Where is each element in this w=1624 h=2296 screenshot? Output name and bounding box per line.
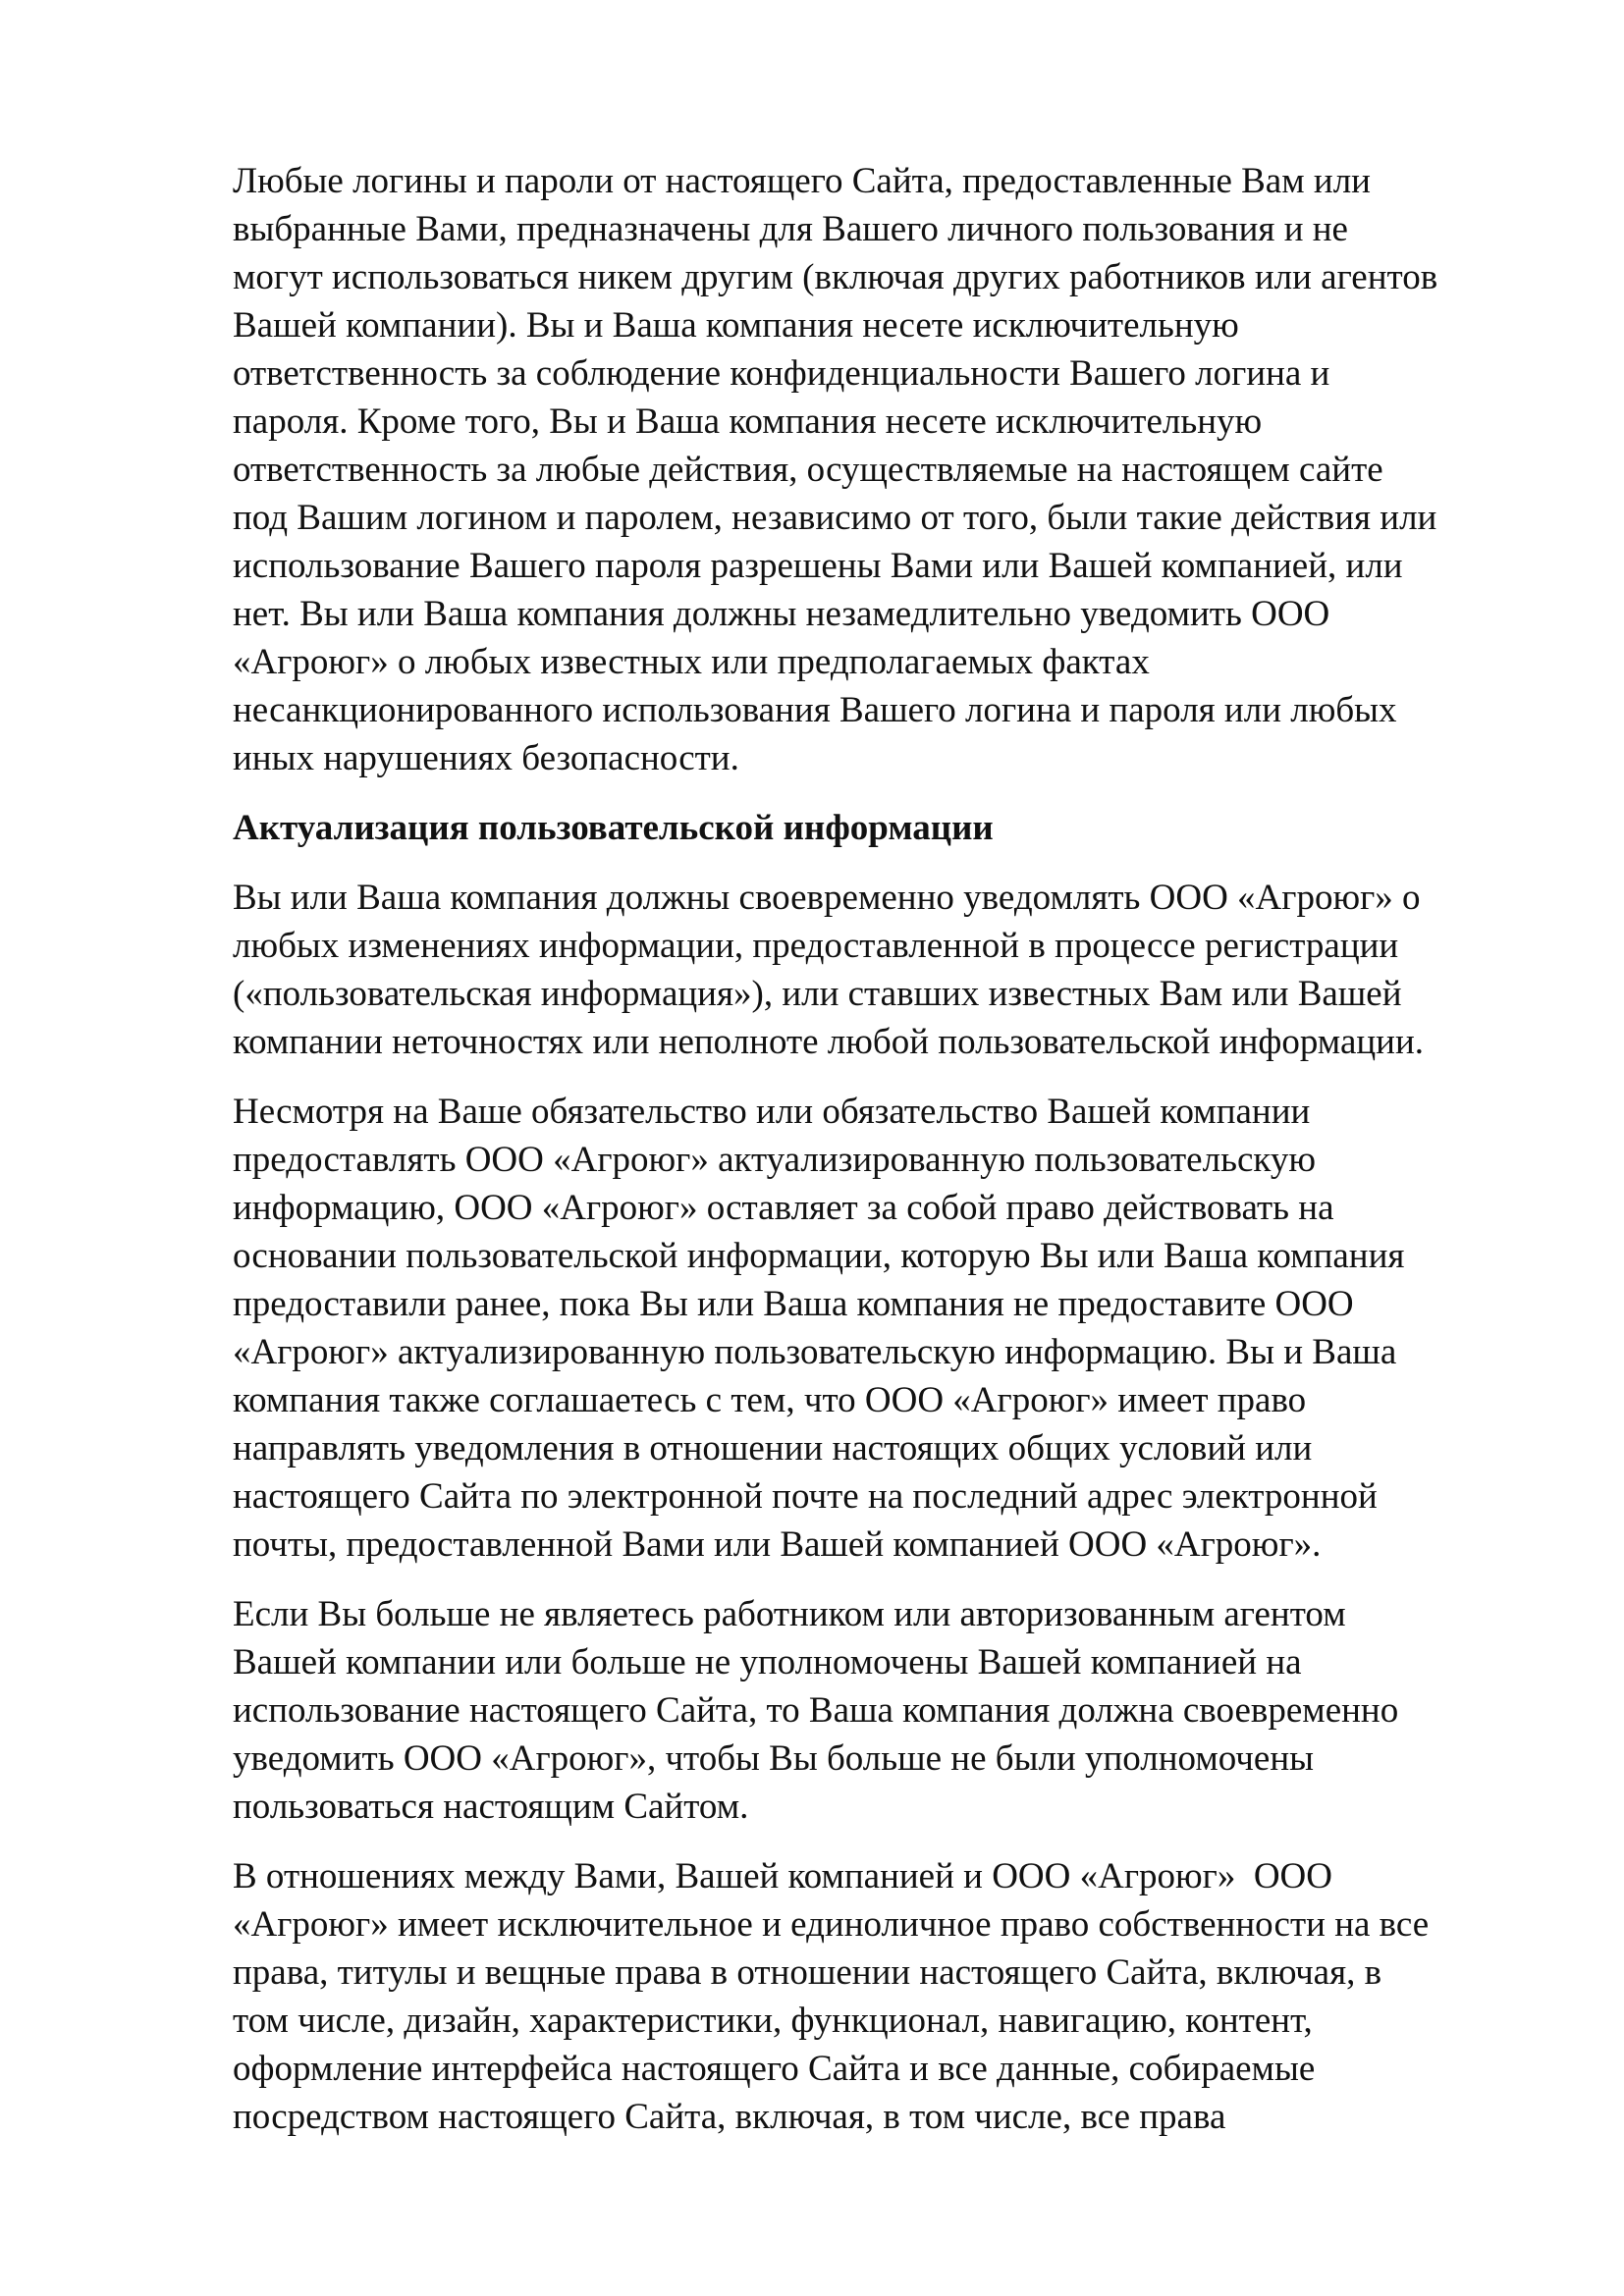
text-line: права, титулы и вещные права в отношении настоящего Сайта, включая, в: [233, 1952, 1382, 1993]
text-line: пароля. Кроме того, Вы и Ваша компания несете исключительную: [233, 401, 1263, 442]
paragraph-acting-on-user-info: [233, 1088, 1519, 1569]
text-line: предоставлять ООО «Агроюг» актуализированную пользовательскую: [233, 1140, 1316, 1180]
text-line: Вы или Ваша компания должны своевременно уведомлять ООО «Агроюг» о: [233, 878, 1421, 918]
text-line: пользоваться настоящим Сайтом.: [233, 1787, 749, 1827]
text-line: почты, предоставленной Вами или Вашей компанией ООО «Агроюг».: [233, 1524, 1322, 1565]
text-line: под Вашим логином и паролем, независимо от того, были такие действия или: [233, 498, 1437, 538]
text-line: использование Вашего пароля разрешены Вами или Вашей компанией, или: [233, 546, 1403, 586]
text-line: ответственность за соблюдение конфиденциальности Вашего логина и: [233, 353, 1330, 394]
text-line: посредством настоящего Сайта, включая, в том числе, все права: [233, 2097, 1226, 2137]
text-line: иных нарушениях безопасности.: [233, 738, 739, 778]
text-line: предоставили ранее, пока Вы или Ваша компания не предоставите ООО: [233, 1284, 1354, 1324]
text-line: любых изменениях информации, предоставленной в процессе регистрации: [233, 926, 1399, 966]
text-line: «Агроюг» о любых известных или предполагаемых фактах: [233, 642, 1150, 682]
heading-text: Актуализация пользовательской информации: [233, 808, 994, 848]
paragraph-ownership-rights: [233, 1852, 1519, 2141]
paragraph-login-responsibility: [233, 157, 1519, 782]
text-line: Несмотря на Ваше обязательство или обязательство Вашей компании: [233, 1092, 1311, 1132]
text-line: «Агроюг» имеет исключительное и единоличное право собственности на все: [233, 1904, 1430, 1945]
text-line: компании неточностях или неполноте любой пользовательской информации.: [233, 1022, 1425, 1062]
text-line: Вашей компании). Вы и Ваша компания несете исключительную: [233, 305, 1239, 346]
text-line: Любые логины и пароли от настоящего Сайта, предоставленные Вам или: [233, 161, 1371, 201]
text-line: уведомить ООО «Агроюг», чтобы Вы больше не были уполномочены: [233, 1738, 1314, 1779]
text-line: Если Вы больше не являетесь работником или авторизованным агентом: [233, 1594, 1346, 1634]
text-line: могут использоваться никем другим (включая других работников или агентов: [233, 257, 1438, 297]
text-line: («пользовательская информация»), или ставших известных Вам или Вашей: [233, 974, 1402, 1014]
text-line: Вашей компании или больше не уполномочены Вашей компанией на: [233, 1642, 1302, 1682]
text-line: настоящего Сайта по электронной почте на последний адрес электронной: [233, 1476, 1378, 1517]
paragraph-authorization-revoked: [233, 1590, 1519, 1831]
text-line: В отношениях между Вами, Вашей компанией и ООО «Агроюг» ООО: [233, 1856, 1332, 1896]
section-heading-user-info-update: [233, 804, 1519, 852]
paragraph-notify-changes: [233, 874, 1519, 1066]
text-line: компания также соглашаетесь с тем, что ООО «Агроюг» имеет право: [233, 1380, 1307, 1420]
text-line: направлять уведомления в отношении настоящих общих условий или: [233, 1428, 1313, 1468]
text-line: информацию, ООО «Агроюг» оставляет за собой право действовать на: [233, 1188, 1334, 1228]
text-line: оформление интерфейса настоящего Сайта и все данные, собираемые: [233, 2049, 1316, 2089]
text-line: основании пользовательской информации, которую Вы или Ваша компания: [233, 1236, 1405, 1276]
document-page: [233, 157, 1519, 2163]
text-line: несанкционированного использования Вашего логина и пароля или любых: [233, 690, 1397, 730]
text-line: нет. Вы или Ваша компания должны незамедлительно уведомить ООО: [233, 594, 1330, 634]
text-line: использование настоящего Сайта, то Ваша компания должна своевременно: [233, 1690, 1399, 1731]
text-line: выбранные Вами, предназначены для Вашего личного пользования и не: [233, 209, 1348, 249]
text-line: ответственность за любые действия, осуществляемые на настоящем сайте: [233, 450, 1383, 490]
text-line: том числе, дизайн, характеристики, функционал, навигацию, контент,: [233, 2001, 1313, 2041]
text-line: «Агроюг» актуализированную пользовательскую информацию. Вы и Ваша: [233, 1332, 1397, 1372]
